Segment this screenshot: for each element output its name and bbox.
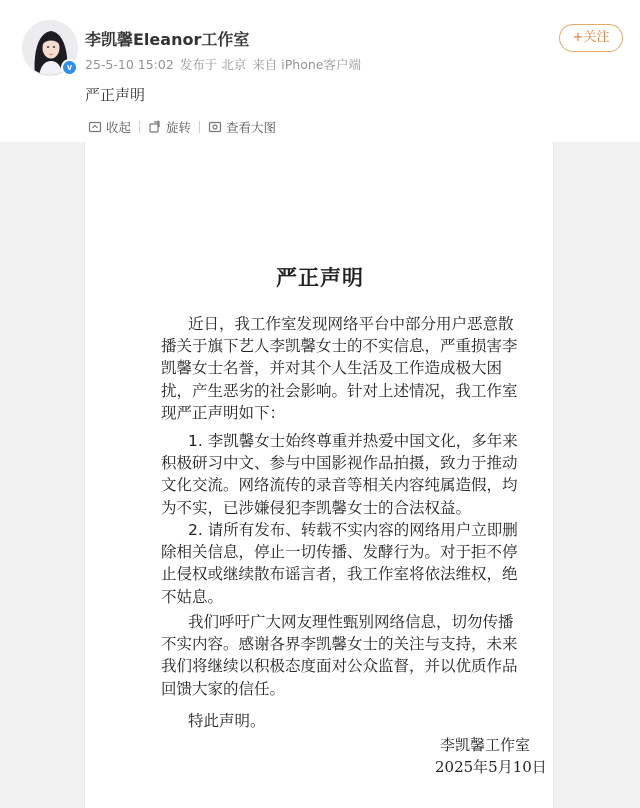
text-line: 凯馨女士名誉，并对其个人生活及工作造成极大困: [161, 359, 503, 378]
statement-paragraph-3: [161, 611, 541, 700]
follow-button[interactable]: +关注: [559, 24, 623, 52]
text-line: 播关于旗下艺人李凯馨女士的不实信息，严重损害李: [161, 337, 518, 356]
statement-signature: 李凯馨工作室: [440, 736, 531, 754]
user-name[interactable]: 李凯馨Eleanor工作室: [85, 30, 250, 49]
post-location: 发布于 北京: [179, 57, 247, 72]
statement-paragraph-1: [161, 313, 541, 424]
text-line: 我们将继续以积极态度面对公众监督，并以优质作品: [161, 657, 518, 676]
text-line: 特此声明。: [188, 712, 266, 730]
text-line: 除相关信息，停止一切传播、发酵行为。对于拒不停: [161, 543, 518, 562]
statement-date: 2025年5月10日: [435, 758, 547, 776]
text-line: 我们呼吁广大网友理性甄别网络信息，切勿传播: [188, 613, 514, 631]
view-large-image-icon: [208, 120, 222, 134]
view-large-button[interactable]: [208, 118, 276, 136]
verified-badge-icon: v: [61, 59, 78, 76]
rotate-icon: [148, 120, 162, 134]
rotate-label: 旋转: [166, 120, 192, 135]
collapse-label: 收起: [106, 120, 132, 135]
action-divider: [199, 121, 200, 133]
text-line: 文化交流。网络流传的录音等相关内容纯属造假，均: [161, 476, 518, 495]
text-line: 不实内容。感谢各界李凯馨女士的关注与支持，未来: [161, 635, 518, 654]
text-line: 2. 请所有发布、转载不实内容的网络用户立即删: [188, 521, 518, 539]
avatar-container[interactable]: [22, 20, 78, 76]
text-line: 止侵权或继续散布谣言者，我工作室将依法维权，绝: [161, 565, 518, 584]
text-line: 回馈大家的信任。: [161, 679, 286, 698]
rotate-button[interactable]: [148, 118, 191, 136]
collapse-button[interactable]: [88, 118, 131, 136]
text-line: 为不实，已涉嫌侵犯李凯馨女士的合法权益。: [161, 498, 472, 517]
text-line: 现严正声明如下：: [161, 403, 286, 422]
post-header: [0, 0, 640, 112]
post-date[interactable]: 25-5-10 15:02: [85, 57, 174, 72]
statement-point-2: [161, 519, 541, 608]
view-large-label: 查看大图: [226, 120, 277, 135]
collapse-icon: [88, 120, 102, 134]
image-actions-bar: [88, 117, 276, 137]
text-line: 扰，产生恶劣的社会影响。针对上述情况，我工作室: [161, 381, 518, 400]
text-line: 积极研习中文、参与中国影视作品拍摄，致力于推动: [161, 454, 518, 473]
statement-title: 严正声明: [276, 266, 364, 290]
action-divider: [139, 121, 140, 133]
statement-closing: [161, 710, 541, 732]
post-meta: [85, 55, 367, 73]
statement-point-1: [161, 430, 541, 519]
text-line: 近日，我工作室发现网络平台中部分用户恶意散: [188, 315, 514, 333]
post-text: 严正声明: [85, 86, 146, 104]
text-line: 不姑息。: [161, 587, 224, 606]
post-source: 来自 iPhone客户端: [252, 57, 361, 72]
text-line: 1. 李凯馨女士始终尊重并热爱中国文化，多年来: [188, 432, 518, 450]
